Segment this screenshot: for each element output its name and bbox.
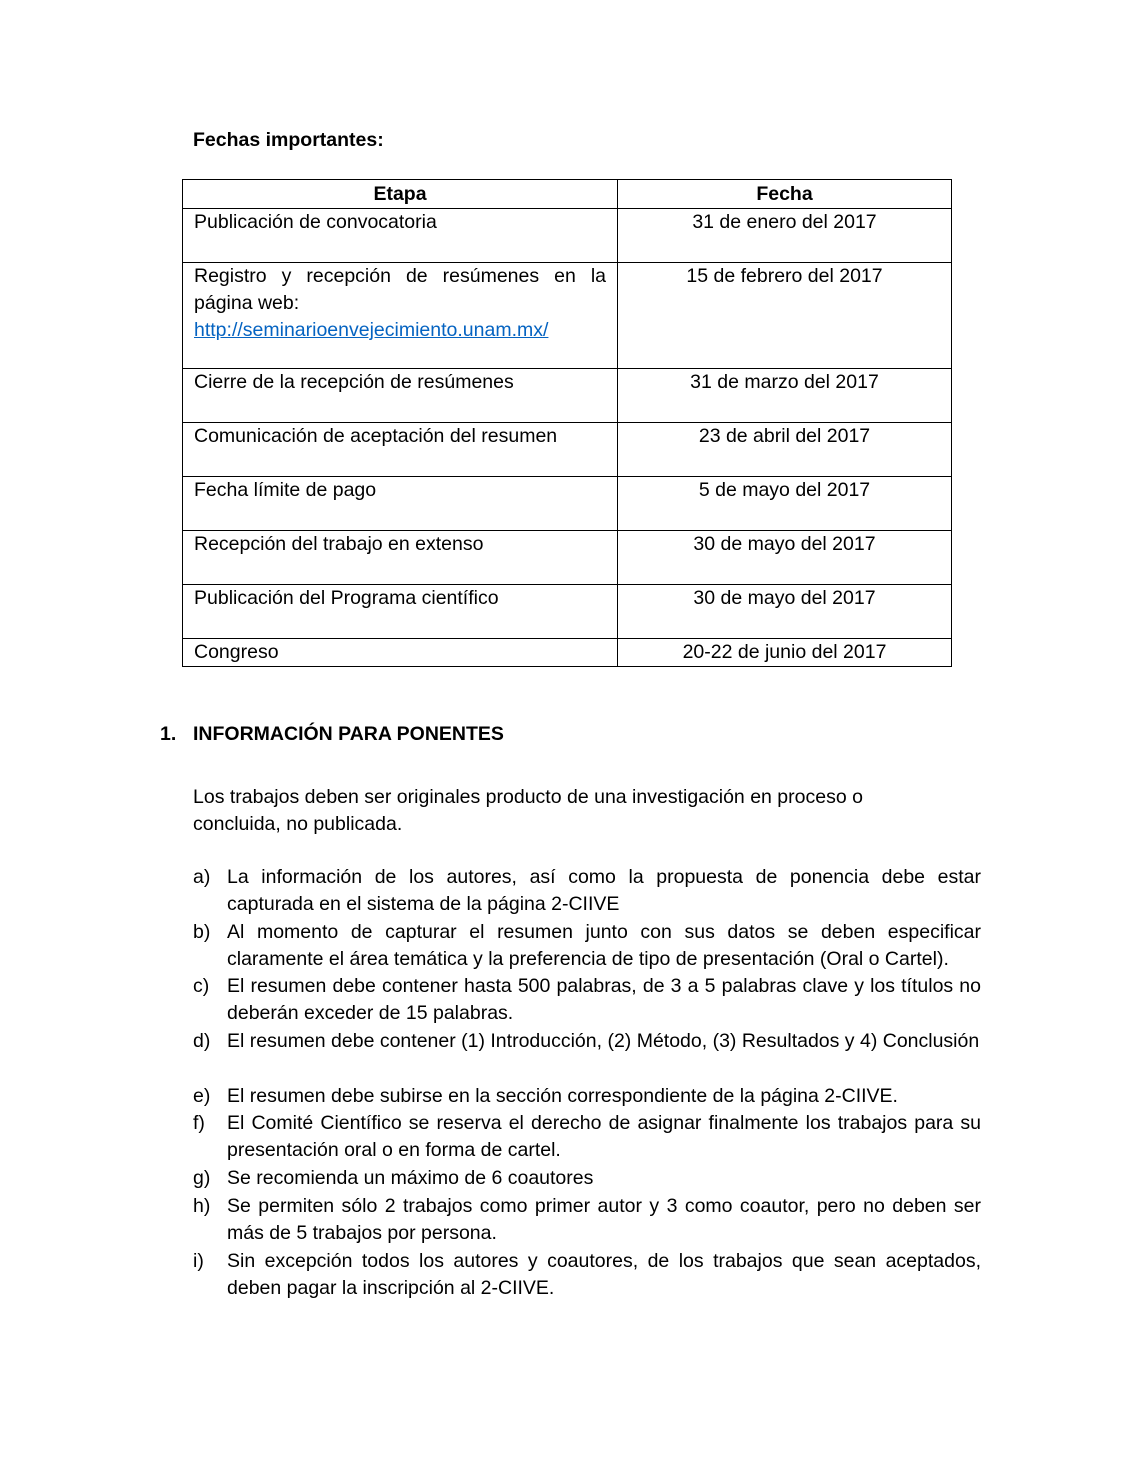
table-row xyxy=(183,369,952,423)
date-cell: 30 de mayo del 2017 xyxy=(618,585,952,639)
list-item xyxy=(193,1248,981,1302)
table-row xyxy=(183,639,952,667)
stage-cell: Publicación del Programa científico xyxy=(183,585,618,639)
list-text: El resumen debe subirse en la sección correspondiente de la página 2-CIIVE. xyxy=(227,1085,898,1107)
stage-cell: Publicación de convocatoria xyxy=(183,209,618,263)
list-text: El resumen debe contener (1) Introducción, (2) Método, (3) Resultados y 4) Conclusión xyxy=(227,1030,980,1052)
header-etapa: Etapa xyxy=(183,180,618,209)
list-text: La información de los autores, así como la propuesta de ponencia debe estar capturada en el sistema de la página 2-CIIVE xyxy=(227,866,981,915)
date-cell: 31 de enero del 2017 xyxy=(618,209,952,263)
date-cell: 20-22 de junio del 2017 xyxy=(618,639,952,667)
table-header-row xyxy=(183,180,952,209)
list-item xyxy=(193,1165,981,1192)
list-marker: b) xyxy=(193,921,211,943)
stage-cell: Comunicación de aceptación del resumen xyxy=(183,423,618,477)
list-marker: e) xyxy=(193,1085,211,1107)
list-item xyxy=(193,1083,981,1110)
list-marker: f) xyxy=(193,1112,205,1134)
list-text: Al momento de capturar el resumen junto con sus datos se deben especificar claramente el área temática y la preferencia de tipo de presentación (Oral o Cartel). xyxy=(227,921,981,970)
list-marker: d) xyxy=(193,1030,211,1052)
header-fecha: Fecha xyxy=(618,180,952,209)
date-cell: 23 de abril del 2017 xyxy=(618,423,952,477)
stage-cell xyxy=(183,263,618,369)
list-item xyxy=(193,919,981,973)
date-cell: 15 de febrero del 2017 xyxy=(618,263,952,369)
dates-heading: Fechas importantes: xyxy=(193,129,384,151)
list-item xyxy=(193,973,981,1027)
list-item xyxy=(193,1110,981,1164)
section-number: 1. xyxy=(160,723,177,745)
table-row xyxy=(183,423,952,477)
section-intro: Los trabajos deben ser originales producto de una investigación en proceso o concluida, no publicada. xyxy=(193,786,863,835)
date-cell: 30 de mayo del 2017 xyxy=(618,531,952,585)
stage-cell: Cierre de la recepción de resúmenes xyxy=(183,369,618,423)
stage-cell: Congreso xyxy=(183,639,618,667)
list-marker: i) xyxy=(193,1250,204,1272)
list-marker: c) xyxy=(193,975,210,997)
table-row xyxy=(183,263,952,369)
list-marker: h) xyxy=(193,1195,211,1217)
date-cell: 31 de marzo del 2017 xyxy=(618,369,952,423)
date-cell: 5 de mayo del 2017 xyxy=(618,477,952,531)
table-row xyxy=(183,209,952,263)
list-item xyxy=(193,864,981,918)
list-item xyxy=(193,1028,981,1055)
dates-table xyxy=(182,179,952,667)
stage-cell: Recepción del trabajo en extenso xyxy=(183,531,618,585)
stage-cell: Fecha límite de pago xyxy=(183,477,618,531)
registration-link[interactable]: http://seminarioenvejecimiento.unam.mx/ xyxy=(194,319,549,341)
section-title: INFORMACIÓN PARA PONENTES xyxy=(193,723,504,745)
list-text: El resumen debe contener hasta 500 palabras, de 3 a 5 palabras clave y los títulos no deberán exceder de 15 palabras. xyxy=(227,975,981,1024)
list-text: Se permiten sólo 2 trabajos como primer autor y 3 como coautor, pero no deben ser más de 5 trabajos por persona. xyxy=(227,1195,981,1244)
table-row xyxy=(183,585,952,639)
stage-text: Registro y recepción de resúmenes en la página web: xyxy=(194,265,606,314)
list-marker: a) xyxy=(193,866,211,888)
list-text: Sin excepción todos los autores y coautores, de los trabajos que sean aceptados, deben pagar la inscripción al 2-CIIVE. xyxy=(227,1250,981,1299)
table-row xyxy=(183,531,952,585)
list-item xyxy=(193,1193,981,1247)
list-text: El Comité Científico se reserva el derecho de asignar finalmente los trabajos para su presentación oral o en forma de cartel. xyxy=(227,1112,981,1161)
table-row xyxy=(183,477,952,531)
list-marker: g) xyxy=(193,1167,211,1189)
list-text: Se recomienda un máximo de 6 coautores xyxy=(227,1167,594,1189)
